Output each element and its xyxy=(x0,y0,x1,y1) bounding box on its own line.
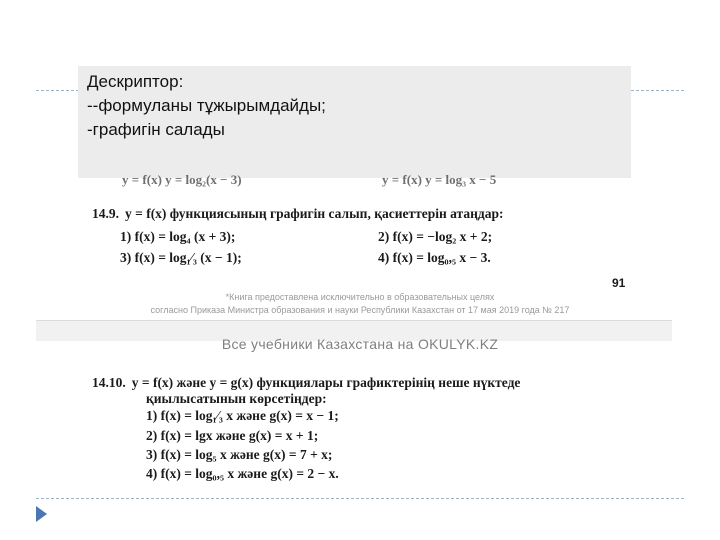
problem-14-10-text-2: қиылысатынын көрсетіңдер: xyxy=(146,391,327,406)
problem-14-9-item-2: 2) f(x) = −log₂ x + 2; xyxy=(378,229,493,244)
problem-14-10-text-1: y = f(x) және y = g(x) функциялары графиктерінің неше нүктеде xyxy=(131,375,521,390)
page-number: 91 xyxy=(612,276,626,290)
problem-14-9-text: y = f(x) функциясының графигін салып, қасиеттерін атаңдар: xyxy=(125,206,504,221)
descriptor-line-2: -графигін салады xyxy=(87,120,225,139)
problem-14-9-heading xyxy=(92,206,503,222)
okulyk-banner: Все учебники Казахстана на OKULYK.KZ xyxy=(221,336,499,352)
problem-14-9-item-1: 1) f(x) = log₄ (x + 3); xyxy=(120,229,236,244)
problem-14-10-item-1: 1) f(x) = log₁⁄₃ x және g(x) = x − 1; xyxy=(146,408,339,423)
bottom-divider xyxy=(36,498,684,499)
notice-line-1: *Книга предоставлена исключительно в образовательных целях xyxy=(225,292,495,302)
problem-14-10-item-2: 2) f(x) = lgx және g(x) = x + 1; xyxy=(146,428,319,443)
problem-14-10-heading xyxy=(92,375,520,391)
problem-14-9-item-3: 3) f(x) = log₁⁄₃ (x − 1); xyxy=(120,250,242,265)
triangle-right-icon[interactable] xyxy=(36,506,47,522)
notice-line-2: согласно Приказа Министра образования и науки Республики Казахстан от 17 мая 2019 года № 217 xyxy=(150,305,570,315)
problem-14-10-number: 14.10. xyxy=(92,375,126,390)
descriptor-line-1: --формуланы тұжырымдайды; xyxy=(87,96,326,115)
problem-14-10-item-3: 3) f(x) = log₅ x және g(x) = 7 + x; xyxy=(146,447,333,462)
problem-14-9-item-4: 4) f(x) = log₀,₅ x − 3. xyxy=(378,250,491,265)
cropped-previous-line xyxy=(82,172,622,196)
cropped-fragment-1: y = f(x) y = log₂(x − 3) xyxy=(122,172,242,187)
descriptor-title: Дескриптор: xyxy=(87,72,184,91)
problem-14-10-item-4: 4) f(x) = log₀,₅ x және g(x) = 2 − x. xyxy=(146,466,339,481)
problem-14-9-number: 14.9. xyxy=(92,206,119,221)
descriptor-box xyxy=(78,66,631,178)
cropped-fragment-2: y = f(x) y = log₃ x − 5 xyxy=(382,172,497,187)
